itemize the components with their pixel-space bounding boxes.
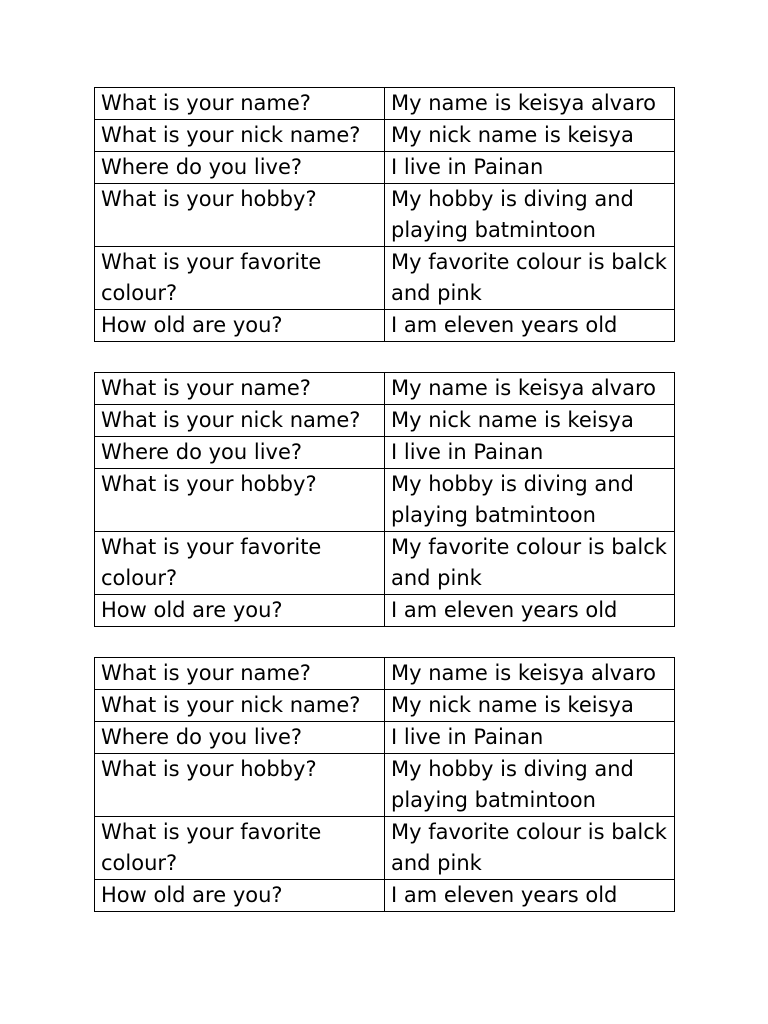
- question-cell: What is your hobby?: [95, 754, 385, 817]
- table-row: [95, 247, 675, 310]
- answer-cell: My nick name is keisya: [385, 690, 675, 722]
- answer-cell: My favorite colour is balck and pink: [385, 817, 675, 880]
- question-cell: What is your favorite colour?: [95, 532, 385, 595]
- question-cell: What is your hobby?: [95, 469, 385, 532]
- question-cell: What is your nick name?: [95, 690, 385, 722]
- answer-cell: My favorite colour is balck and pink: [385, 532, 675, 595]
- table-row: [95, 658, 675, 690]
- table-row: [95, 532, 675, 595]
- table-row: [95, 595, 675, 627]
- table-row: [95, 722, 675, 754]
- table-row: [95, 469, 675, 532]
- answer-cell: I am eleven years old: [385, 880, 675, 912]
- table-row: [95, 690, 675, 722]
- answer-cell: My nick name is keisya: [385, 120, 675, 152]
- question-cell: Where do you live?: [95, 722, 385, 754]
- table-row: [95, 437, 675, 469]
- question-cell: What is your nick name?: [95, 405, 385, 437]
- question-cell: Where do you live?: [95, 152, 385, 184]
- table-row: [95, 152, 675, 184]
- question-cell: Where do you live?: [95, 437, 385, 469]
- question-cell: What is your name?: [95, 658, 385, 690]
- answer-cell: My favorite colour is balck and pink: [385, 247, 675, 310]
- question-cell: How old are you?: [95, 880, 385, 912]
- question-cell: What is your hobby?: [95, 184, 385, 247]
- answer-cell: I live in Painan: [385, 152, 675, 184]
- question-cell: What is your nick name?: [95, 120, 385, 152]
- answer-cell: My name is keisya alvaro: [385, 373, 675, 405]
- question-cell: What is your favorite colour?: [95, 247, 385, 310]
- answer-cell: I am eleven years old: [385, 595, 675, 627]
- answer-cell: I live in Painan: [385, 722, 675, 754]
- answer-cell: My hobby is diving and playing batmintoon: [385, 754, 675, 817]
- table-row: [95, 88, 675, 120]
- answer-cell: My hobby is diving and playing batmintoon: [385, 469, 675, 532]
- qa-table: [94, 657, 675, 912]
- answer-cell: My nick name is keisya: [385, 405, 675, 437]
- answer-cell: My hobby is diving and playing batmintoon: [385, 184, 675, 247]
- qa-table: [94, 87, 675, 342]
- question-cell: What is your name?: [95, 88, 385, 120]
- answer-cell: My name is keisya alvaro: [385, 88, 675, 120]
- answer-cell: I live in Painan: [385, 437, 675, 469]
- answer-cell: My name is keisya alvaro: [385, 658, 675, 690]
- table-row: [95, 120, 675, 152]
- answer-cell: I am eleven years old: [385, 310, 675, 342]
- table-row: [95, 880, 675, 912]
- table-row: [95, 373, 675, 405]
- question-cell: What is your favorite colour?: [95, 817, 385, 880]
- table-row: [95, 405, 675, 437]
- question-cell: How old are you?: [95, 310, 385, 342]
- table-row: [95, 184, 675, 247]
- table-row: [95, 817, 675, 880]
- question-cell: How old are you?: [95, 595, 385, 627]
- question-cell: What is your name?: [95, 373, 385, 405]
- table-row: [95, 310, 675, 342]
- table-row: [95, 754, 675, 817]
- qa-table: [94, 372, 675, 627]
